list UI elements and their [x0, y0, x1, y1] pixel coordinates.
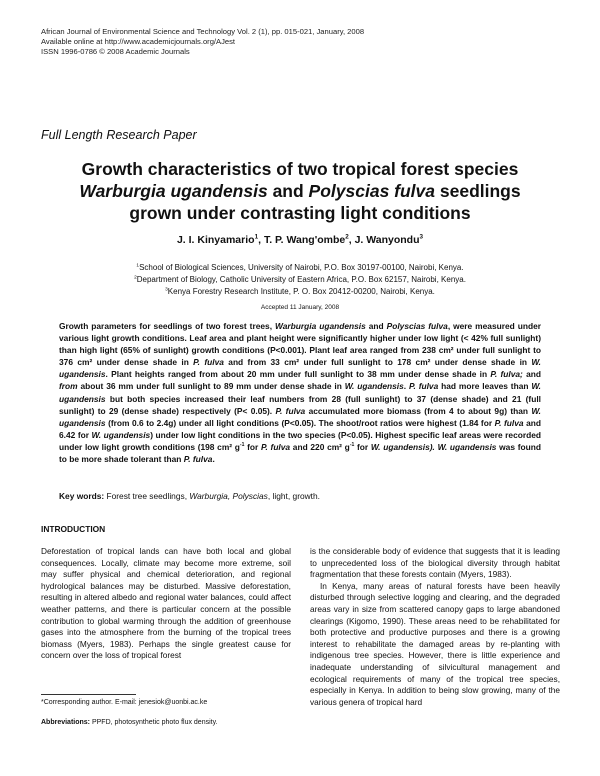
journal-citation: African Journal of Environmental Science and Technology Vol. 2 (1), pp. 015-021, January, 2008 — [41, 27, 365, 36]
affiliation-item: $^1$School of Biological Sciences, University of Nairobi, P.O. Box 30197-00100, Nairobi, Kenya. — [136, 263, 464, 272]
author-name: T. P. Wang'ombe — [263, 234, 346, 246]
journal-url[interactable]: Available online at http://www.academicjournals.org/AJest — [41, 37, 236, 46]
title-line-3: grown under contrasting light conditions — [129, 203, 471, 223]
journal-header — [41, 27, 364, 57]
paper-title — [40, 158, 560, 224]
body-column-right — [310, 546, 560, 708]
paper-type: Full Length Research Paper — [41, 128, 197, 142]
title-species-2: Polyscias fulva — [308, 181, 436, 201]
footnote-divider — [41, 694, 136, 695]
body-column-left — [41, 546, 291, 662]
paragraph: Deforestation of tropical lands can have both local and global consequences. Locally, climate may become more extreme, soil may suffer physical and chemical deterioration, and regional hydrological balances may be disturbed. Massive deforestation, resulting in altered albedo and regional water balances, could affect weather patterns, and there is particular concern at the possible contribution to global warming through the addition of greenhouse gases into the atmosphere from the burning of the tropical trees biomass (Myers, 1983). Perhaps the single greatest cause for concern over the loss of tropical forest — [41, 546, 291, 661]
corresponding-author-footnote: *Corresponding author. E-mail: jenesiok@uonbi.ac.ke — [41, 699, 208, 706]
abbreviations-note: Abbreviations: PPFD, photosynthetic photo flux density. — [41, 719, 218, 726]
paragraph: is the considerable body of evidence that suggests that it is leading to unprecedented loss of the biological diversity through habitat fragmentation that these forests contain (Myers, 1983). — [310, 546, 560, 580]
author-name: J. Wanyondu — [354, 234, 420, 246]
paragraph: In Kenya, many areas of natural forests have been heavily disturbed through selective logging and clearing, and the degraded areas vary in size from scattered canopy gaps to large abandoned clearings (Kigomo, 1990). These areas need to be rehabilitated for both protective and productive purposes and there is a growing interest to rehabilitate the damaged areas by re-planting with indigenous tree species. However, there is little experience and inadequate understanding of silvicultural management and ecological requirements of many of the tropical tree species, especially in Kenya. In addition to being slow growing, many of the various genera of tropical hard — [310, 580, 560, 707]
affiliations — [40, 262, 560, 298]
affiliation-item: $^2$Department of Biology, Catholic University of Eastern Africa, P.O. Box 62157, Nairobi, Kenya. — [134, 275, 466, 284]
author-list: J. I. Kinyamario$^1$, T. P. Wang'ombe$^2$, J. Wanyondu$^3$ — [176, 233, 424, 246]
affiliation-item: $^3$Kenya Forestry Research Institute, P. O. Box 20412-00200, Nairobi, Kenya. — [165, 287, 435, 296]
title-line-2: Warburgia ugandensis and Polyscias fulva seedlings — [79, 181, 521, 201]
keywords-label: Key words: — [59, 491, 105, 501]
abstract: Growth parameters for seedlings of two forest trees, Warburgia ugandensis and Polyscias fulva, were measured under various light growth conditions. Leaf area and plant height were significantly higher under low light (< 42% full sunlight) than high light (65% of sunlight) growth conditions (P<0.001). Plant leaf area ranged from 238 cm² under full sunlight to 376 cm² under dense shade in P. fulva and from 33 cm² under full sunlight to 178 cm² under dense shade in W. ugandensis. Plant heights ranged from about 20 mm under full sunlight to 38 mm under dense shade in P. fulva; and from about 36 mm under full sunlight to 89 mm under dense shade in W. ugandensis. P. fulva had more leaves than W. ugandensis but both species increased their leaf numbers from 28 (full sunlight) to 37 (dense shade) and 21 (full sunlight) to 29 (dense shade) respectively (P< 0.05). P. fulva accumulated more biomass (from 4 to about 9g) than W. ugandensis (from 0.6 to 2.4g) under all light conditions (P<0.05). The shoot/root ratios were highest (1.84 for P. fulva and 6.42 for W. ugandensis) under low light conditions in the two species (P<0.05). Highest specific leaf areas were recorded under low light growth conditions (198 cm² $g^{-1}$ for P. fulva and 220 cm² $g^{-1}$ for W. ugandensis). W. ugandensis was found to be more shade tolerant than P. fulva. — [59, 321, 541, 465]
title-line-1: Growth characteristics of two tropical forest species — [81, 159, 519, 179]
section-heading-introduction: INTRODUCTION — [41, 524, 106, 534]
title-species-1: Warburgia ugandensis — [79, 181, 268, 201]
journal-issn: ISSN 1996-0786 © 2008 Academic Journals — [41, 47, 190, 56]
accepted-date: Accepted 11 January, 2008 — [260, 304, 340, 311]
keywords: Key words: Forest tree seedlings, Warburgia, Polyscias, light, growth. — [59, 491, 320, 501]
author-name: J. I. Kinyamario — [176, 234, 255, 246]
